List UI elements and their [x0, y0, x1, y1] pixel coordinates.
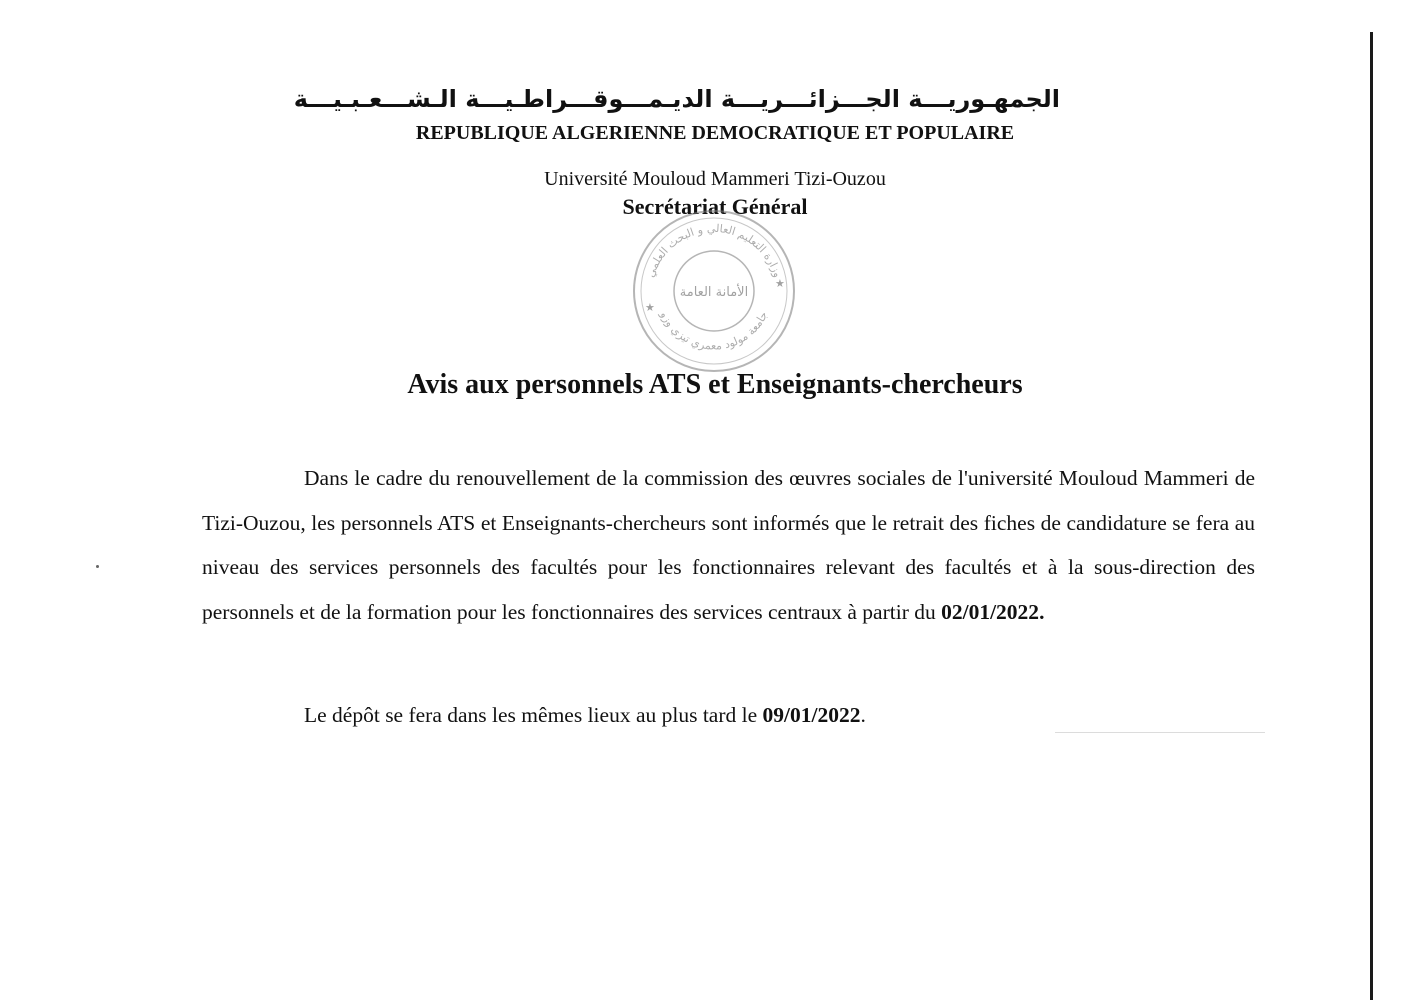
scan-edge-line [1370, 32, 1373, 1000]
stamp-outer-text: وزارة التعليم العالي و البحث العلمي [643, 221, 785, 279]
deposit-paragraph [304, 697, 1204, 733]
french-republic-title: REPUBLIQUE ALGERIENNE DEMOCRATIQUE ET POPULAIRE [415, 122, 1015, 144]
stamp-star-right-icon: ★ [775, 277, 785, 290]
body-end-punctuation: . [1039, 599, 1045, 624]
scan-speck [96, 565, 99, 568]
stamp-bottom-text: جامعة مولود معمري تيزي وزو [657, 309, 771, 353]
arabic-republic-title: الجمهـوريـــة الجـــزائـــريـــة الديـمـــوقـــراطـيـــة الـشـــعـبـيـــة [293, 85, 1060, 113]
notice-body-paragraph [202, 456, 1255, 634]
deposit-deadline-date: 09/01/2022 [762, 703, 861, 727]
stamp-star-left-icon: ★ [645, 301, 655, 314]
stamp-center-text: الأمانة العامة [679, 285, 749, 300]
withdrawal-start-date: 02/01/2022 [941, 599, 1040, 624]
official-stamp-icon [625, 205, 803, 373]
notice-title: Avis aux personnels ATS et Enseignants-chercheurs [407, 369, 1023, 400]
department-name: Secrétariat Général [622, 194, 808, 219]
deposit-text: Le dépôt se fera dans les mêmes lieux au plus tard le [304, 703, 763, 727]
university-name: Université Mouloud Mammeri Tizi-Ouzou [544, 168, 886, 190]
notice-body-text: Dans le cadre du renouvellement de la commission des œuvres sociales de l'université Mouloud Mammeri de Tizi-Ouzou, les personnels ATS et Enseignants-chercheurs sont informés que le retrait des fiches de candidature se fera au niveau des services personnels des facultés pour les fonctionnaires relevant des facultés et à la sous-direction des personnels et de la formation pour les fonctionnaires des services centraux à partir du [202, 466, 1255, 624]
deposit-end-punctuation: . [860, 703, 866, 727]
